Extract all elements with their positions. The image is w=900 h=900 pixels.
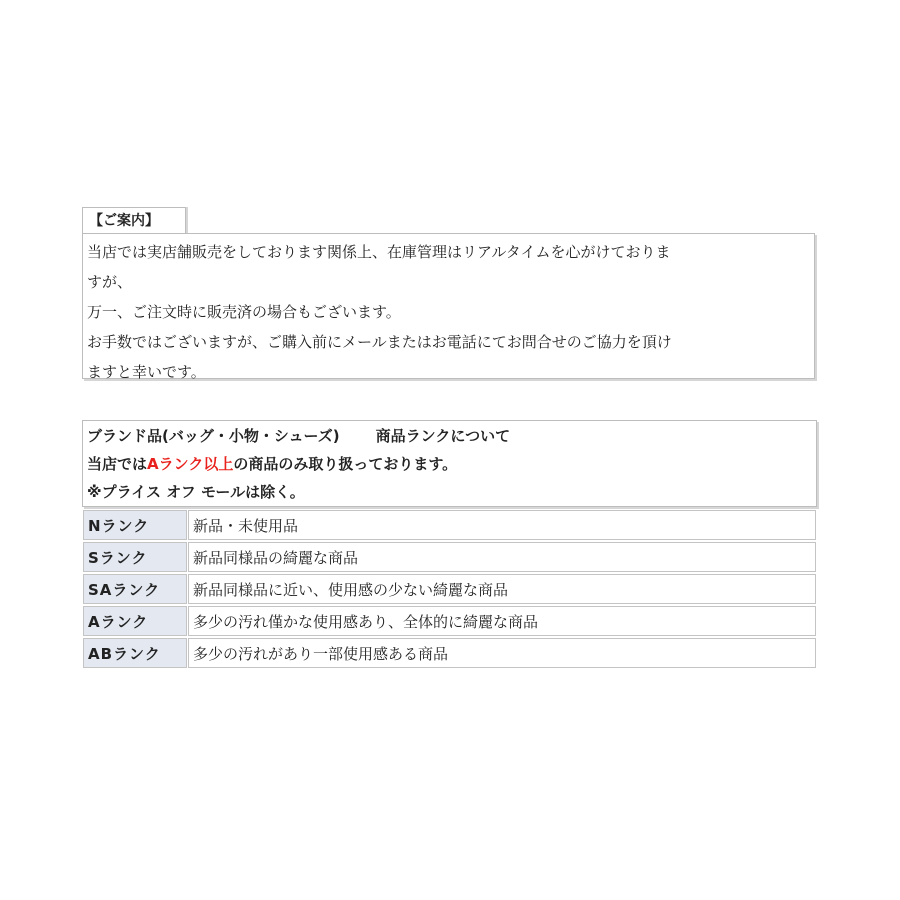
- notice-line: ますと幸いです。: [87, 363, 206, 381]
- rank-description: 多少の汚れ僅かな使用感あり、全体的に綺麗な商品: [188, 606, 816, 636]
- rank-label: ABランク: [83, 638, 187, 668]
- notice-box: [82, 233, 815, 379]
- notice-line: 当店では実店舗販売をしております関係上、在庫管理はリアルタイムを心がけておりま: [87, 243, 671, 261]
- rank-heading-title: 商品ランクについて: [375, 427, 511, 445]
- rank-policy-suffix: の商品のみ取り扱っております。: [233, 455, 458, 473]
- table-row: [83, 510, 816, 540]
- rank-policy: [87, 450, 812, 478]
- rank-heading-category: ブランド品(バッグ・小物・シューズ): [87, 427, 340, 445]
- rank-description: 新品同様品に近い、使用感の少ない綺麗な商品: [188, 574, 816, 604]
- rank-exclusion-note: ※プライス オフ モールは除く。: [87, 483, 305, 501]
- table-row: [83, 638, 816, 668]
- rank-policy-highlight: Aランク以上: [147, 455, 234, 473]
- rank-description: 多少の汚れがあり一部使用感ある商品: [188, 638, 816, 668]
- rank-table: [82, 508, 817, 670]
- notice-line: 万一、ご注文時に販売済の場合もございます。: [87, 303, 401, 321]
- notice-title: 【ご案内】: [82, 207, 186, 233]
- rank-description: 新品・未使用品: [188, 510, 816, 540]
- rank-policy-prefix: 当店では: [87, 455, 148, 473]
- notice-line: お手数ではございますが、ご購入前にメールまたはお電話にてお問合せのご協力を頂け: [87, 333, 672, 351]
- rank-label: Sランク: [83, 542, 187, 572]
- rank-label: Nランク: [83, 510, 187, 540]
- rank-header-box: [82, 420, 817, 507]
- table-row: [83, 606, 816, 636]
- rank-label: Aランク: [83, 606, 187, 636]
- table-row: [83, 574, 816, 604]
- rank-description: 新品同様品の綺麗な商品: [188, 542, 816, 572]
- table-row: [83, 542, 816, 572]
- notice-line: すが、: [87, 273, 133, 291]
- rank-label: SAランク: [83, 574, 187, 604]
- rank-heading: [87, 422, 812, 450]
